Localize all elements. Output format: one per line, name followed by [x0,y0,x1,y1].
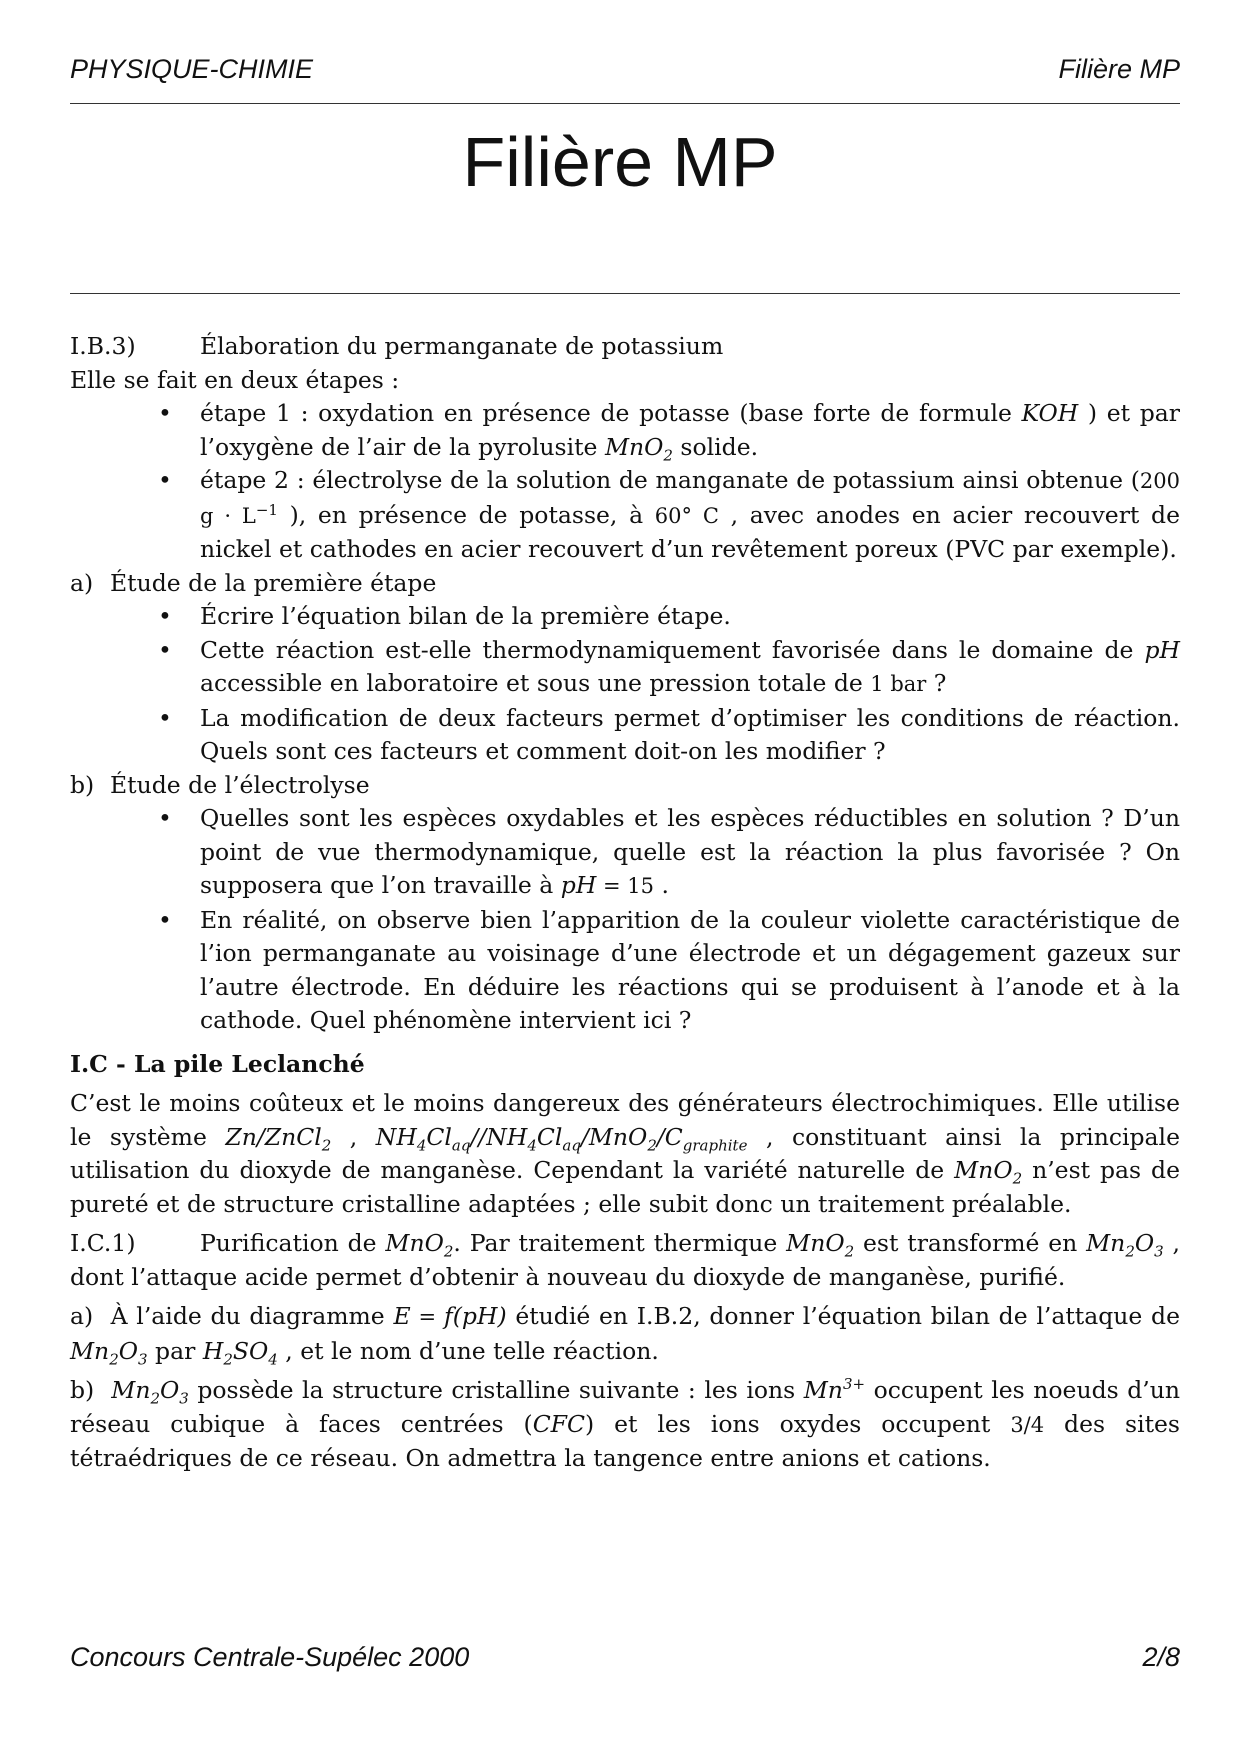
question: • Cette réaction est-elle thermodynamiquement favorisée dans le domaine de pH accessible en laboratoire et sous une pression totale de 1 bar ? [70,634,1180,702]
section-number: I.B.3) [70,332,136,360]
section-title: Élaboration du permanganate de potassium [200,332,724,360]
page-content [70,330,1180,1476]
ic-paragraph: C’est le moins coûteux et le moins dangereux des générateurs électrochimiques. Elle utilise le système Zn/ZnCl$_2$ , $NH_4Cl_{aq}//NH_4Cl_{aq}/MnO_2/C_{graphite}$ , constituant ainsi la principale utilisation du dioxyde de manganèse. Cependant la variété naturelle de MnO$_2$ n’est pas de pureté et de structure cristalline adaptées ; elle subit donc un traitement préalable. [70,1089,1180,1218]
part-label: a) [70,568,94,597]
section-number: I.C.1) [70,1229,136,1257]
ib3-steps [70,397,1180,567]
part-title: Étude de l’électrolyse [110,770,370,799]
step-2: • étape 2 : électrolyse de la solution de manganate de potassium ainsi obtenue (200 $g \cdot L^{-1}$ ), en présence de potasse, à 60° C , avec anodes en acier recouvert de nickel et cathodes en acier recouvert d’un revêtement poreux (PVC par exemple). [70,464,1180,567]
footer-contest: Concours Centrale-Supélec 2000 [70,1642,470,1672]
step-1: • étape 1 : oxydation en présence de potasse (base forte de formule KOH ) et par l’oxygène de l’air de la pyrolusite MnO$_2$ solide. [70,397,1180,464]
question: • La modification de deux facteurs permet d’optimiser les conditions de réaction. Quels sont ces facteurs et comment doit-on les modifier ? [70,702,1180,769]
part-label: b) [70,770,95,799]
part-a-questions [70,600,1180,769]
header-rule [70,103,1180,104]
ib3-intro: Elle se fait en deux étapes : [70,365,400,394]
part-b-heading [70,769,1180,803]
question: • Écrire l’équation bilan de la première étape. [70,600,1180,634]
page-title: Filière MP [462,123,778,201]
question: • En réalité, on observe bien l’apparition de la couleur violette caractéristique de l’ion permanganate au voisinage d’une électrode et un dégagement gazeux sur l’autre électrode. En déduire les réactions qui se produisent à l’anode et à la cathode. Quel phénomène intervient ici ? [70,904,1180,1038]
section-ib3-heading [70,330,1180,364]
part-title: Étude de la première étape [110,568,437,597]
header-track: Filière MP [1058,54,1180,84]
header-subject: PHYSIQUE-CHIMIE [70,54,314,84]
ic1-question-a: a) À l’aide du diagramme E = f(pH) étudié en I.B.2, donner l’équation bilan de l’attaque de $Mn_2O_3$ par $H_2SO_4$ , et le nom d’une telle réaction. [70,1302,1180,1369]
ic1-question-b: b) $Mn_2O_3$ possède la structure cristalline suivante : les ions $Mn^{3+}$ occupent les noeuds d’un réseau cubique à faces centrées (CFC) et les ions oxydes occupent 3/4 des sites tétraédriques de ce réseau. On admettra la tangence entre anions et cations. [70,1375,1180,1472]
question: • Quelles sont les espèces oxydables et les espèces réductibles en solution ? D’un point de vue thermodynamique, quelle est la réaction la plus favorisée ? On supposera que l’on travaille à pH = 15 . [70,802,1180,904]
title-rule [70,293,1180,294]
footer-page-number: 2/8 [1142,1642,1180,1672]
part-b-questions [70,802,1180,1038]
section-ic-heading: I.C - La pile Leclanché [70,1049,365,1078]
ic1-paragraph: I.C.1) Purification de MnO$_2$. Par traitement thermique MnO$_2$ est transformé en $Mn_2O_3$ , dont l’attaque acide permet d’obtenir à nouveau du dioxyde de manganèse, purifié. [70,1229,1180,1291]
part-a-heading [70,567,1180,601]
